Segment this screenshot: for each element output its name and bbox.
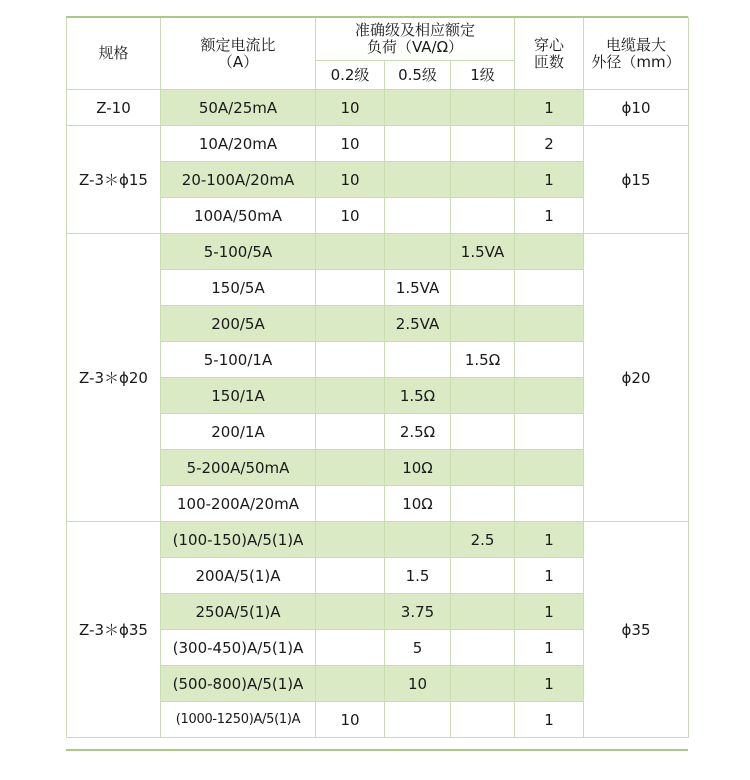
header-ratio (161, 18, 316, 90)
class-0-2-cell: 10 (316, 162, 385, 198)
class-1-cell (451, 306, 515, 342)
turns-cell: 1 (515, 630, 584, 666)
class-0-2-cell (316, 450, 385, 486)
turns-cell (515, 306, 584, 342)
header-turns (515, 18, 584, 90)
class-1-cell (451, 414, 515, 450)
header-spec: 规格 (67, 18, 161, 90)
top-rule (66, 16, 688, 18)
ratio-cell: (100-150)A/5(1)A (161, 522, 316, 558)
table-row (67, 90, 689, 126)
class-0-5-cell: 1.5VA (385, 270, 451, 306)
header-cable (584, 18, 689, 90)
class-1-cell (451, 378, 515, 414)
header-cable-line1: 电缆最大 (606, 35, 667, 54)
class-0-5-cell (385, 198, 451, 234)
class-1-cell (451, 630, 515, 666)
class-0-5-cell: 3.75 (385, 594, 451, 630)
header-cable-line2: 外径（mm） (591, 52, 681, 71)
header-class-0-5: 0.5级 (385, 61, 451, 90)
class-1-cell (451, 486, 515, 522)
ratio-cell: 200A/5(1)A (161, 558, 316, 594)
class-0-5-cell: 1.5 (385, 558, 451, 594)
class-0-2-cell (316, 630, 385, 666)
header-row (67, 18, 689, 61)
ratio-cell: 5-100/1A (161, 342, 316, 378)
class-1-cell (451, 198, 515, 234)
turns-cell (515, 414, 584, 450)
ratio-cell: (300-450)A/5(1)A (161, 630, 316, 666)
ratio-cell: 5-200A/50mA (161, 450, 316, 486)
ratio-cell: 20-100A/20mA (161, 162, 316, 198)
class-1-cell (451, 450, 515, 486)
cable-cell: ϕ20 (584, 234, 689, 522)
turns-cell: 1 (515, 666, 584, 702)
class-1-cell: 1.5VA (451, 234, 515, 270)
turns-cell: 2 (515, 126, 584, 162)
class-0-2-cell (316, 378, 385, 414)
class-1-cell (451, 90, 515, 126)
turns-cell (515, 234, 584, 270)
class-0-5-cell (385, 522, 451, 558)
class-0-5-cell (385, 342, 451, 378)
ratio-cell: 200/1A (161, 414, 316, 450)
turns-cell: 1 (515, 558, 584, 594)
table-row (67, 522, 689, 558)
turns-cell (515, 378, 584, 414)
ratio-cell: 100A/50mA (161, 198, 316, 234)
class-1-cell (451, 126, 515, 162)
header-class-0-2: 0.2级 (316, 61, 385, 90)
class-0-2-cell (316, 522, 385, 558)
ratio-cell: 250A/5(1)A (161, 594, 316, 630)
header-class-1: 1级 (451, 61, 515, 90)
header-turns-line1: 穿心 (534, 35, 565, 54)
class-0-2-cell (316, 558, 385, 594)
turns-cell: 1 (515, 522, 584, 558)
ratio-cell: 150/5A (161, 270, 316, 306)
table-body (67, 90, 689, 738)
header-turns-line2: 匝数 (534, 52, 565, 71)
class-0-2-cell (316, 234, 385, 270)
class-0-5-cell (385, 234, 451, 270)
class-0-2-cell (316, 414, 385, 450)
model-cell: Z-10 (67, 90, 161, 126)
class-0-5-cell: 5 (385, 630, 451, 666)
class-0-2-cell (316, 666, 385, 702)
header-ratio-line2: （A） (217, 52, 259, 71)
table-row (67, 234, 689, 270)
cable-cell: ϕ35 (584, 522, 689, 738)
class-1-cell: 2.5 (451, 522, 515, 558)
turns-cell: 1 (515, 594, 584, 630)
class-1-cell (451, 702, 515, 738)
class-0-2-cell (316, 342, 385, 378)
turns-cell (515, 450, 584, 486)
class-1-cell (451, 558, 515, 594)
ratio-cell: 50A/25mA (161, 90, 316, 126)
class-0-5-cell: 2.5Ω (385, 414, 451, 450)
class-0-5-cell (385, 90, 451, 126)
ratio-cell: 10A/20mA (161, 126, 316, 162)
class-1-cell (451, 666, 515, 702)
ratio-cell: (500-800)A/5(1)A (161, 666, 316, 702)
class-0-2-cell (316, 594, 385, 630)
ratio-cell: (1000-1250)A/5(1)A (161, 702, 316, 738)
turns-cell (515, 270, 584, 306)
table-row (67, 126, 689, 162)
class-0-5-cell: 10 (385, 666, 451, 702)
class-0-2-cell (316, 270, 385, 306)
spec-table (66, 17, 689, 738)
class-0-2-cell: 10 (316, 126, 385, 162)
model-cell: Z-3＊ϕ35 (67, 522, 161, 738)
header-ratio-line1: 额定电流比 (200, 35, 276, 54)
cable-cell: ϕ15 (584, 126, 689, 234)
class-0-5-cell: 1.5Ω (385, 378, 451, 414)
class-0-5-cell (385, 162, 451, 198)
model-cell: Z-3＊ϕ20 (67, 234, 161, 522)
class-1-cell (451, 594, 515, 630)
class-0-2-cell: 10 (316, 90, 385, 126)
turns-cell (515, 486, 584, 522)
ratio-cell: 200/5A (161, 306, 316, 342)
turns-cell (515, 342, 584, 378)
turns-cell: 1 (515, 90, 584, 126)
turns-cell: 1 (515, 162, 584, 198)
class-0-5-cell: 10Ω (385, 450, 451, 486)
ratio-cell: 150/1A (161, 378, 316, 414)
turns-cell: 1 (515, 702, 584, 738)
class-0-5-cell: 2.5VA (385, 306, 451, 342)
cable-cell: ϕ10 (584, 90, 689, 126)
class-0-5-cell (385, 126, 451, 162)
class-1-cell (451, 270, 515, 306)
model-cell: Z-3＊ϕ15 (67, 126, 161, 234)
class-0-5-cell: 10Ω (385, 486, 451, 522)
turns-cell: 1 (515, 198, 584, 234)
class-0-2-cell: 10 (316, 702, 385, 738)
class-1-cell (451, 162, 515, 198)
class-0-2-cell (316, 486, 385, 522)
ratio-cell: 5-100/5A (161, 234, 316, 270)
class-0-5-cell (385, 702, 451, 738)
header-accuracy-line1: 准确级及相应额定 (355, 21, 476, 39)
ratio-cell: 100-200A/20mA (161, 486, 316, 522)
class-0-2-cell (316, 306, 385, 342)
header-accuracy-line2: 负荷（VA/Ω） (366, 38, 464, 56)
bottom-rule (66, 749, 688, 751)
header-accuracy (316, 18, 515, 61)
class-1-cell: 1.5Ω (451, 342, 515, 378)
class-0-2-cell: 10 (316, 198, 385, 234)
